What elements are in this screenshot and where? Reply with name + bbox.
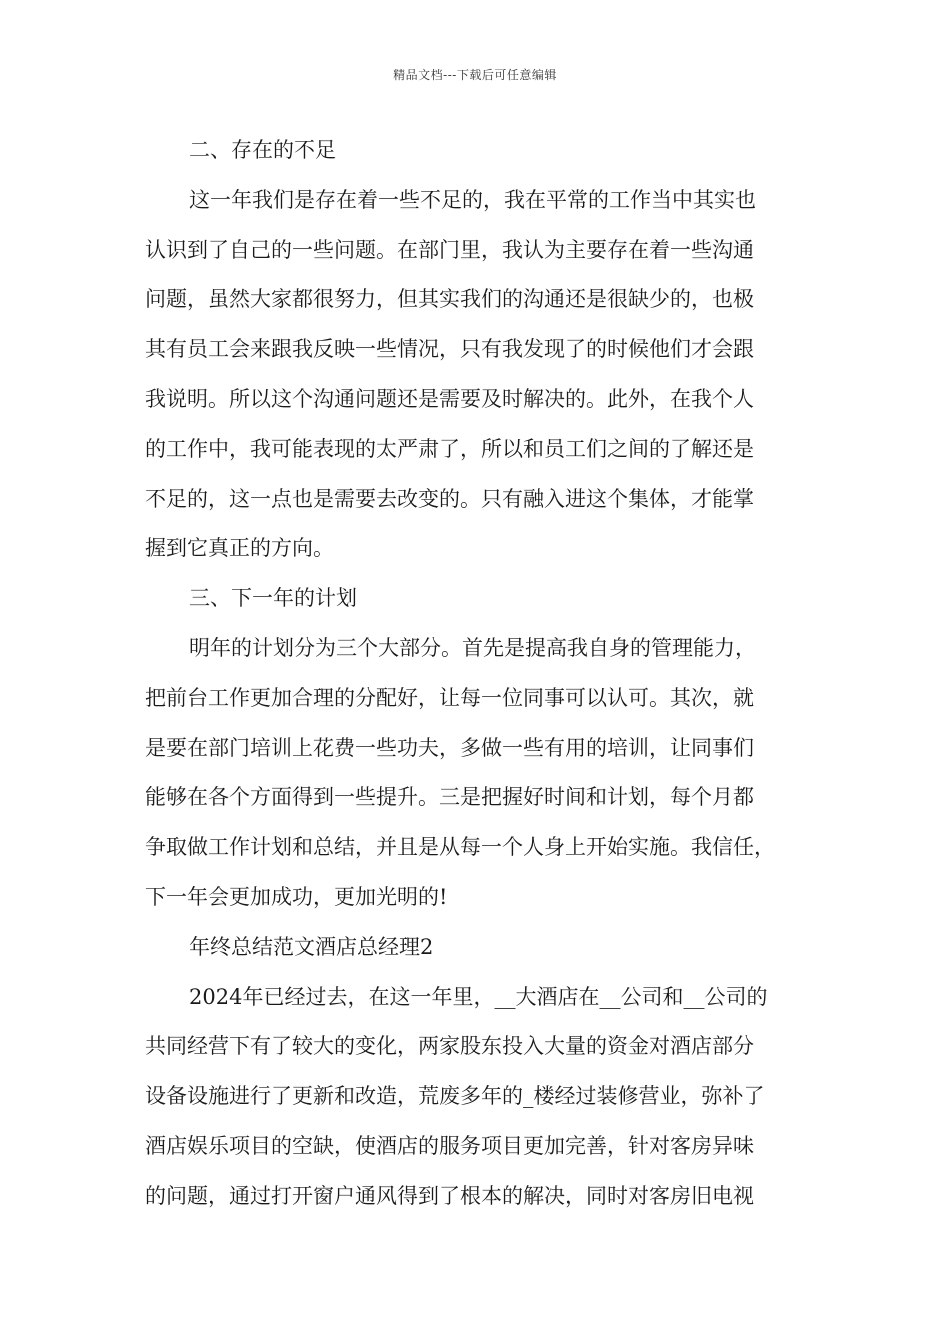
paragraph-line: 酒店娱乐项目的空缺，使酒店的服务项目更加完善，针对客房异味 — [145, 1133, 754, 1158]
paragraph-line: 这一年我们是存在着一些不足的，我在平常的工作当中其实也 — [189, 187, 756, 212]
paragraph-line: 是要在部门培训上花费一些功夫，多做一些有用的培训，让同事们 — [145, 735, 754, 760]
page-header: 精品文档---下载后可任意编辑 — [393, 68, 557, 82]
section-heading-shortcomings: 二、存在的不足 — [189, 138, 336, 162]
article-title: 年终总结范文酒店总经理2 — [189, 934, 434, 959]
paragraph-line: 其有员工会来跟我反映一些情况，只有我发现了的时候他们才会跟 — [145, 337, 754, 362]
paragraph-line: 的问题，通过打开窗户通风得到了根本的解决，同时对客房旧电视 — [145, 1183, 754, 1208]
paragraph-line: 争取做工作计划和总结，并且是从每一个人身上开始实施。我信任， — [145, 835, 775, 860]
paragraph-line: 设备设施进行了更新和改造，荒废多年的_楼经过装修营业，弥补了 — [145, 1084, 765, 1109]
section-heading-next-year-plan: 三、下一年的计划 — [189, 586, 357, 611]
paragraph-line: 共同经营下有了较大的变化，两家股东投入大量的资金对酒店部分 — [145, 1034, 754, 1059]
paragraph-line: 认识到了自己的一些问题。在部门里，我认为主要存在着一些沟通 — [145, 237, 754, 262]
paragraph-line: 下一年会更加成功，更加光明的! — [145, 884, 448, 909]
paragraph-line: 明年的计划分为三个大部分。首先是提高我自身的管理能力， — [189, 635, 756, 660]
paragraph-line: 我说明。所以这个沟通问题还是需要及时解决的。此外，在我个人 — [145, 386, 754, 411]
paragraph-line: 问题，虽然大家都很努力，但其实我们的沟通还是很缺少的，也极 — [145, 287, 754, 312]
paragraph-line: 把前台工作更加合理的分配好，让每一位同事可以认可。其次，就 — [145, 685, 754, 710]
paragraph-line: 握到它真正的方向。 — [145, 536, 334, 561]
paragraph-line: 的工作中，我可能表现的太严肃了，所以和员工们之间的了解还是 — [145, 436, 754, 461]
paragraph-line: 能够在各个方面得到一些提升。三是把握好时间和计划，每个月都 — [145, 785, 754, 810]
document-body — [145, 126, 825, 1222]
paragraph-line: 不足的，这一点也是需要去改变的。只有融入进这个集体，才能掌 — [145, 486, 754, 511]
paragraph-line: 2024年已经过去，在这一年里，__大酒店在__公司和__公司的 — [189, 984, 768, 1009]
